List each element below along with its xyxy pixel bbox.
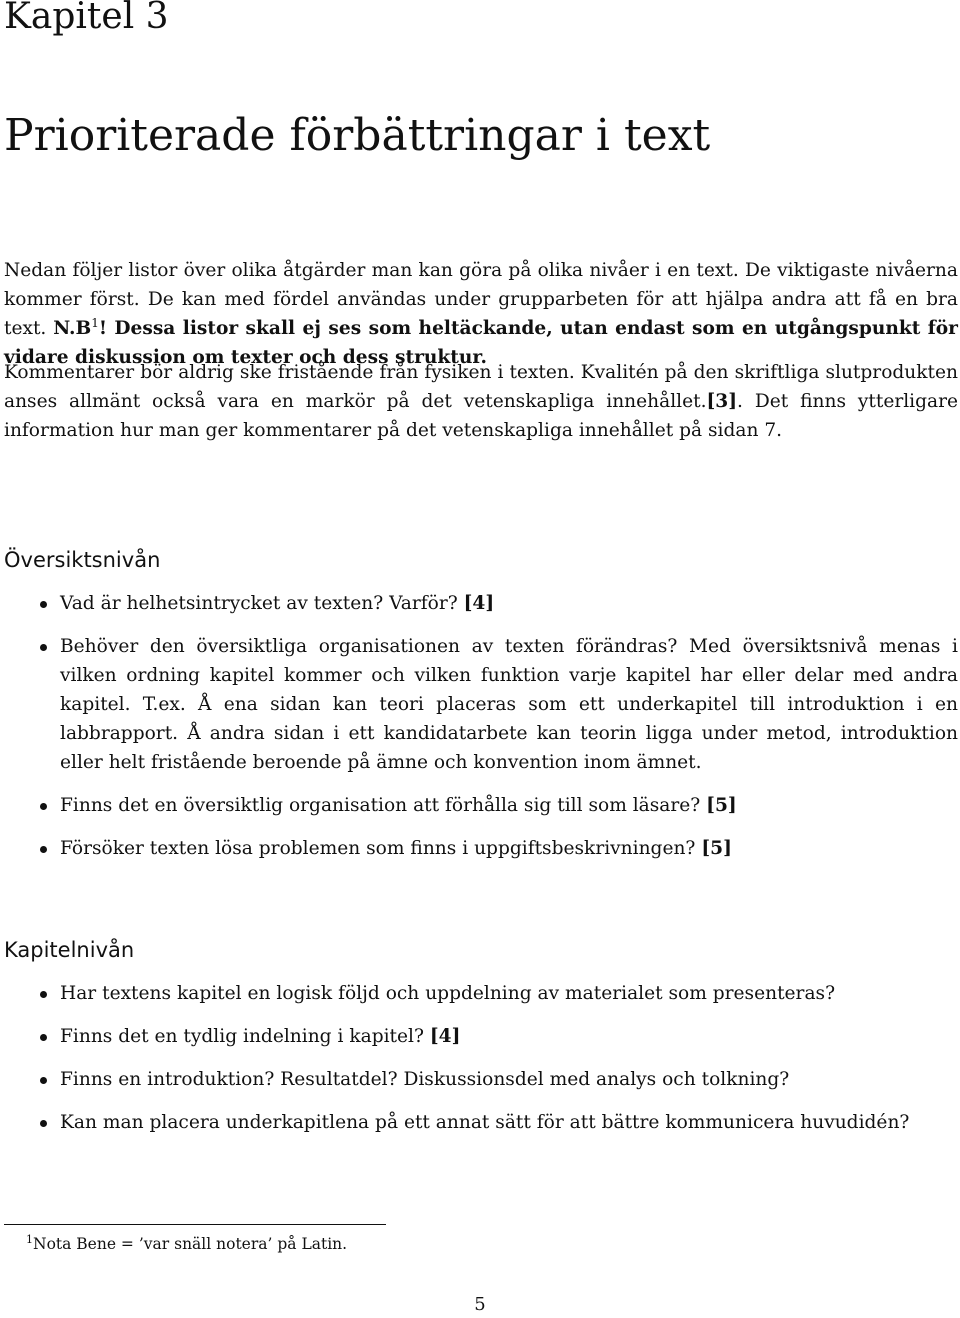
footnote-mark: 1 — [26, 1233, 33, 1246]
bullet-icon — [40, 601, 47, 608]
list-item — [4, 1065, 958, 1094]
intro-text: Nedan följer listor över olika åtgärder man kan göra på olika nivåer i en text. De viktigaste nivåerna kommer först. De kan med fördel användas under grupparbeten för att hjälpa andra att få en bra text. — [4, 260, 958, 339]
document-page — [4, 0, 958, 1318]
intro-bold-text: ! Dessa listor skall ej ses som heltäckande, utan endast som en utgångspunkt för vidare diskussion om texter och dess struktur. — [4, 318, 958, 368]
citation-reference[interactable]: [5] — [701, 838, 732, 859]
list-item-text: Kan man placera underkapitlena på ett annat sätt för att bättre kommunicera huvudidén? — [60, 1112, 910, 1133]
bullet-icon — [40, 1077, 47, 1084]
comment-paragraph — [4, 358, 958, 445]
comment-text-2: . Det finns ytterligare information hur man ger kommentarer på det vetenskapliga innehållet på sidan 7. — [4, 391, 958, 441]
list-item — [4, 1022, 958, 1051]
footnote-reference[interactable]: 1 — [91, 316, 99, 330]
bullet-icon — [40, 1120, 47, 1127]
nb-abbreviation: N.B — [53, 318, 92, 339]
citation-reference[interactable]: [3] — [706, 391, 738, 412]
list-item-text: Har textens kapitel en logisk följd och uppdelning av materialet som presenteras? — [60, 983, 836, 1004]
intro-paragraph — [4, 256, 958, 372]
bullet-list-kapitel — [4, 979, 958, 1151]
list-item — [4, 589, 958, 618]
bullet-icon — [40, 991, 47, 998]
list-item-text: Vad är helhetsintrycket av texten? Varför? — [60, 593, 458, 614]
list-item-text: Finns en introduktion? Resultatdel? Diskussionsdel med analys och tolkning? — [60, 1069, 790, 1090]
list-item-text: Finns det en tydlig indelning i kapitel? — [60, 1026, 424, 1047]
list-item — [4, 979, 958, 1008]
section-heading-oversikt: Översiktsnivån — [4, 548, 161, 572]
footnote-text: Nota Bene = ’var snäll notera’ på Latin. — [33, 1235, 348, 1253]
citation-reference[interactable]: [4] — [429, 1026, 461, 1047]
list-item — [4, 632, 958, 777]
list-item-text: Behöver den översiktliga organisationen av texten förändras? Med översiktsnivå menas i vilken ordning kapitel kommer och vilken funktion varje kapitel har eller delar med andra kapitel. T.ex. Å ena sidan kan teori placeras som ett underkapitel till introduktion i en labbrapport. Å andra sidan i ett kandidatarbete kan teorin ligga under metod, introduktion eller helt fristående beroende på ämne och konvention inom ämnet. — [60, 636, 958, 773]
citation-reference[interactable]: [4] — [463, 593, 495, 614]
comment-text-1: Kommentarer bör aldrig ske fristående från fysiken i texten. Kvalitén på den skriftliga slutprodukten anses allmänt också vara en markör på det vetenskapliga innehållet. — [4, 362, 958, 412]
chapter-title: Prioriterade förbättringar i text — [4, 110, 711, 161]
chapter-label: Kapitel 3 — [4, 0, 169, 37]
list-item — [4, 834, 958, 863]
list-item-text: Finns det en översiktlig organisation att förhålla sig till som läsare? — [60, 795, 701, 816]
footnote-divider — [4, 1224, 386, 1225]
section-heading-kapitel: Kapitelnivån — [4, 938, 135, 962]
footnote — [26, 1233, 347, 1255]
list-item — [4, 791, 958, 820]
bullet-list-oversikt — [4, 589, 958, 877]
bullet-icon — [40, 846, 47, 853]
bullet-icon — [40, 803, 47, 810]
list-item-text: Försöker texten lösa problemen som finns i uppgiftsbeskrivningen? — [60, 838, 696, 859]
page-number: 5 — [474, 1294, 486, 1315]
bullet-icon — [40, 644, 47, 651]
bullet-icon — [40, 1034, 47, 1041]
citation-reference[interactable]: [5] — [706, 795, 737, 816]
list-item — [4, 1108, 958, 1137]
